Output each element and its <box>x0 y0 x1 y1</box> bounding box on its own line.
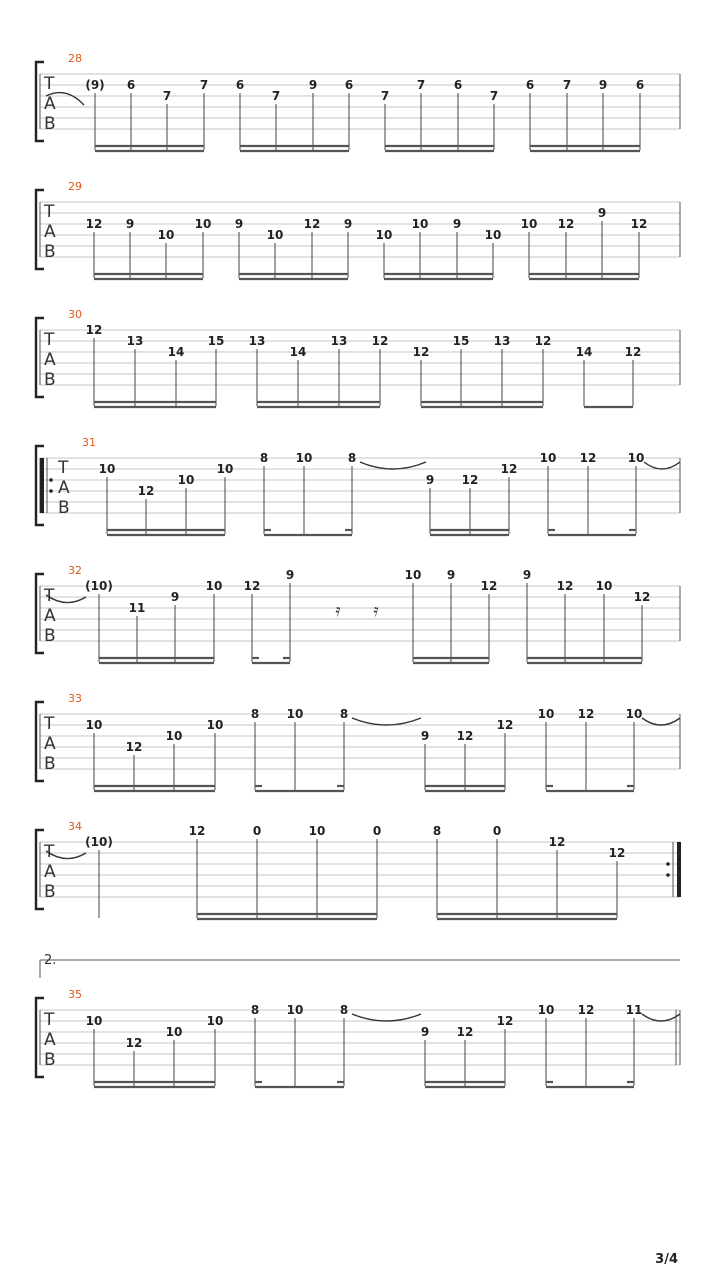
fret-number: 6 <box>453 78 463 92</box>
repeat-start-barline <box>40 458 44 513</box>
fret-number: 13 <box>248 334 266 348</box>
fret-number: 12 <box>456 1025 474 1039</box>
fret-number: 11 <box>128 601 146 615</box>
fret-number: 10 <box>375 228 393 242</box>
fret-number: 9 <box>446 568 456 582</box>
fret-number: 9 <box>597 206 607 220</box>
fret-number: 15 <box>207 334 225 348</box>
tab-letter-b: B <box>44 242 56 262</box>
tab-letter-b: B <box>44 626 56 646</box>
tie <box>360 462 426 469</box>
fret-number: 12 <box>556 579 574 593</box>
tie <box>352 718 421 725</box>
tab-letter-a: A <box>44 1030 56 1050</box>
fret-number: 6 <box>235 78 245 92</box>
fret-number: 10 <box>165 729 183 743</box>
fret-number: 10 <box>484 228 502 242</box>
fret-number: 12 <box>496 718 514 732</box>
fret-number: 12 <box>412 345 430 359</box>
tab-letter-b: B <box>44 1050 56 1070</box>
fret-number: 12 <box>188 824 206 838</box>
fret-number: 0 <box>252 824 262 838</box>
fret-number: 12 <box>500 462 518 476</box>
fret-number: 12 <box>303 217 321 231</box>
tie <box>644 462 680 469</box>
fret-number: (10) <box>85 835 113 849</box>
tab-system-32 <box>36 564 680 663</box>
fret-number: 10 <box>266 228 284 242</box>
fret-number: 12 <box>633 590 651 604</box>
fret-number: 14 <box>289 345 307 359</box>
tab-letter-t: T <box>58 458 69 478</box>
tab-letter-t: T <box>44 330 55 350</box>
fret-number: 12 <box>577 707 595 721</box>
fret-number: 12 <box>579 451 597 465</box>
measure-number: 33 <box>68 692 82 705</box>
tab-letter-t: T <box>44 842 55 862</box>
tab-system-31 <box>36 436 680 535</box>
fret-number: 7 <box>562 78 572 92</box>
ending-label: 2. <box>44 953 57 968</box>
fret-number: 10 <box>411 217 429 231</box>
fret-number: 10 <box>206 718 224 732</box>
tab-letter-b: B <box>44 370 56 390</box>
fret-number: 13 <box>493 334 511 348</box>
fret-number: 8 <box>250 707 260 721</box>
fret-number: 10 <box>85 718 103 732</box>
fret-number: 7 <box>380 89 390 103</box>
fret-number: 9 <box>308 78 318 92</box>
fret-number: 12 <box>577 1003 595 1017</box>
fret-number: 0 <box>372 824 382 838</box>
fret-number: 12 <box>624 345 642 359</box>
fret-number: 12 <box>557 217 575 231</box>
fret-number: 12 <box>125 740 143 754</box>
fret-number: 10 <box>308 824 326 838</box>
fret-number: 9 <box>598 78 608 92</box>
fret-number: 12 <box>461 473 479 487</box>
fret-number: 9 <box>285 568 295 582</box>
fret-number: 9 <box>170 590 180 604</box>
fret-number: (10) <box>85 579 113 593</box>
fret-number: 10 <box>157 228 175 242</box>
fret-number: 9 <box>452 217 462 231</box>
tie <box>352 1014 421 1021</box>
fret-number: 9 <box>234 217 244 231</box>
fret-number: 10 <box>206 1014 224 1028</box>
fret-number: 8 <box>259 451 269 465</box>
fret-number: 7 <box>199 78 209 92</box>
fret-number: 7 <box>416 78 426 92</box>
fret-number: 7 <box>162 89 172 103</box>
tab-system-35 <box>36 988 680 1087</box>
fret-number: 8 <box>347 451 357 465</box>
fret-number: 6 <box>344 78 354 92</box>
fret-number: 12 <box>630 217 648 231</box>
fret-number: 10 <box>627 451 645 465</box>
tab-letter-a: A <box>44 606 56 626</box>
fret-number: 12 <box>548 835 566 849</box>
fret-number: 13 <box>330 334 348 348</box>
repeat-dot <box>666 873 670 877</box>
fret-number: 12 <box>243 579 261 593</box>
measure-number: 30 <box>68 308 82 321</box>
fret-number: 10 <box>286 707 304 721</box>
tab-letter-b: B <box>44 754 56 774</box>
repeat-dot <box>49 478 53 482</box>
fret-number: 9 <box>420 729 430 743</box>
tab-system-30 <box>36 308 680 407</box>
tab-letter-a: A <box>58 478 70 498</box>
fret-number: 15 <box>452 334 470 348</box>
tab-letter-a: A <box>44 862 56 882</box>
tab-letter-t: T <box>44 1010 55 1030</box>
measure-number: 32 <box>68 564 82 577</box>
fret-number: 10 <box>98 462 116 476</box>
fret-number: 12 <box>608 846 626 860</box>
fret-number: 10 <box>404 568 422 582</box>
fret-number: 14 <box>167 345 185 359</box>
fret-number: 12 <box>85 217 103 231</box>
sixteenth-rest: 𝄿 <box>335 601 341 621</box>
tab-letter-t: T <box>44 202 55 222</box>
fret-number: 10 <box>595 579 613 593</box>
tab-letter-b: B <box>44 114 56 134</box>
fret-number: 10 <box>85 1014 103 1028</box>
sixteenth-rest: 𝄿 <box>373 601 379 621</box>
tab-letter-b: B <box>44 882 56 902</box>
tie <box>642 718 680 725</box>
tab-letter-a: A <box>44 350 56 370</box>
tab-system-28 <box>36 52 680 151</box>
fret-number: 10 <box>625 707 643 721</box>
fret-number: 14 <box>575 345 593 359</box>
fret-number: 7 <box>271 89 281 103</box>
fret-number: 10 <box>194 217 212 231</box>
fret-number: 0 <box>492 824 502 838</box>
fret-number: 10 <box>295 451 313 465</box>
tab-letter-b: B <box>58 498 70 518</box>
fret-number: 10 <box>537 707 555 721</box>
fret-number: 7 <box>489 89 499 103</box>
fret-number: 10 <box>165 1025 183 1039</box>
measure-number: 28 <box>68 52 82 65</box>
final-barline <box>677 842 681 897</box>
fret-number: 6 <box>525 78 535 92</box>
fret-number: 10 <box>286 1003 304 1017</box>
fret-number: 12 <box>371 334 389 348</box>
repeat-dot <box>49 489 53 493</box>
tab-letter-a: A <box>44 734 56 754</box>
fret-number: 8 <box>339 707 349 721</box>
tab-letter-a: A <box>44 94 56 114</box>
fret-number: 10 <box>205 579 223 593</box>
fret-number: 12 <box>480 579 498 593</box>
fret-number: 6 <box>126 78 136 92</box>
tie <box>642 1014 680 1021</box>
fret-number: 10 <box>539 451 557 465</box>
fret-number: 9 <box>420 1025 430 1039</box>
tab-system-29 <box>36 180 680 279</box>
fret-number: 8 <box>339 1003 349 1017</box>
fret-number: 12 <box>534 334 552 348</box>
measure-number: 34 <box>68 820 82 833</box>
fret-number: 9 <box>522 568 532 582</box>
measure-number: 29 <box>68 180 82 193</box>
fret-number: 8 <box>250 1003 260 1017</box>
fret-number: 10 <box>520 217 538 231</box>
fret-number: 9 <box>125 217 135 231</box>
fret-number: 13 <box>126 334 144 348</box>
fret-number: 6 <box>635 78 645 92</box>
fret-number: 9 <box>425 473 435 487</box>
fret-number: 12 <box>496 1014 514 1028</box>
repeat-dot <box>666 862 670 866</box>
second-ending <box>40 953 680 978</box>
measure-number: 35 <box>68 988 82 1001</box>
tab-letter-t: T <box>44 714 55 734</box>
fret-number: 12 <box>85 323 103 337</box>
fret-number: 12 <box>137 484 155 498</box>
tab-letter-t: T <box>44 74 55 94</box>
fret-number: 10 <box>537 1003 555 1017</box>
fret-number: 10 <box>216 462 234 476</box>
page-number: 3/4 <box>655 1252 678 1267</box>
fret-number: 12 <box>125 1036 143 1050</box>
tab-letter-t: T <box>44 586 55 606</box>
tab-letter-a: A <box>44 222 56 242</box>
tab-system-33 <box>36 692 680 791</box>
fret-number: 8 <box>432 824 442 838</box>
fret-number: 9 <box>343 217 353 231</box>
tab-system-34 <box>36 820 681 919</box>
measure-number: 31 <box>82 436 96 449</box>
fret-number: 12 <box>456 729 474 743</box>
fret-number: 11 <box>625 1003 643 1017</box>
fret-number: 10 <box>177 473 195 487</box>
fret-number: (9) <box>85 78 105 92</box>
